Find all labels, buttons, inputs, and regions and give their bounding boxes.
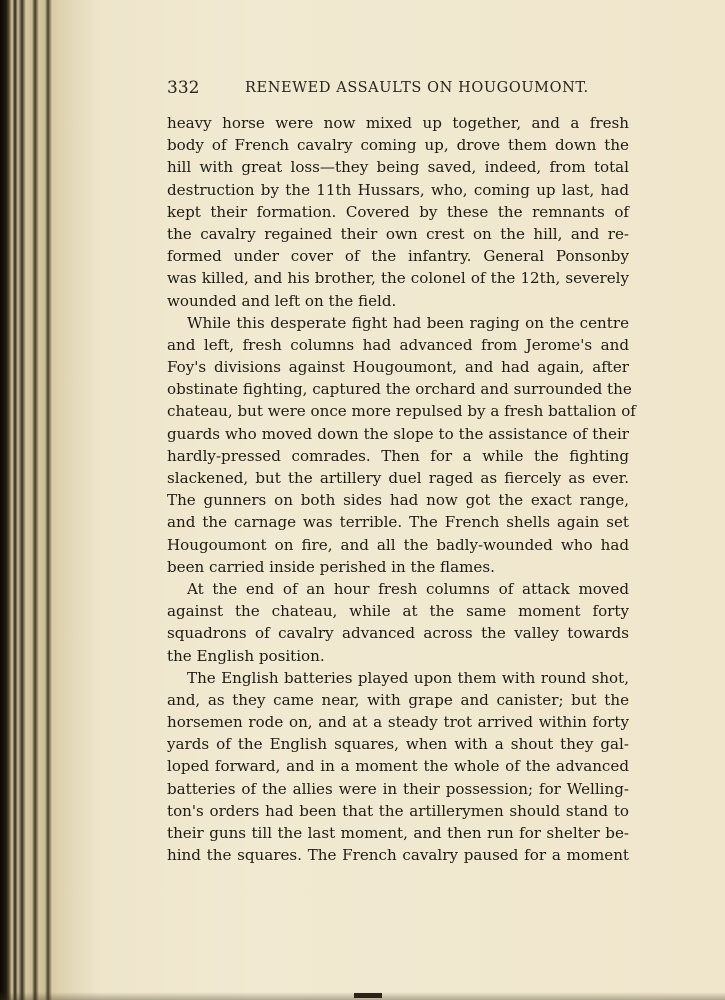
text-line: yards of the English squares, when with a shout they gal-: [167, 735, 629, 754]
text-line: The gunners on both sides had now got the exact range,: [167, 491, 629, 510]
text-line: Foy's divisions against Hougoumont, and had again, after: [167, 358, 629, 377]
bottom-edge-mark: [354, 993, 382, 998]
text-line: hill with great loss—they being saved, indeed, from total: [167, 158, 629, 177]
text-line: against the chateau, while at the same moment forty: [167, 602, 629, 621]
text-line: and left, fresh columns had advanced from Jerome's and: [167, 335, 629, 354]
text-line: and the carnage was terrible. The French shells again set: [167, 513, 629, 532]
text-line: destruction by the 11th Hussars, who, coming up last, had: [167, 180, 629, 199]
text-line: guards who moved down the slope to the assistance of their: [167, 424, 629, 443]
text-line: wounded and left on the field.: [167, 291, 397, 310]
text-line: the cavalry regained their own crest on the hill, and re-: [167, 224, 629, 243]
text-line: squadrons of cavalry advanced across the valley towards: [167, 624, 629, 643]
text-line: batteries of the allies were in their possession; for Welling-: [167, 779, 629, 798]
text-line: loped forward, and in a moment the whole of the advanced: [167, 757, 629, 776]
text-line: heavy horse were now mixed up together, and a fresh: [167, 114, 629, 132]
text-line: Hougoumont on fire, and all the badly-wounded who had: [167, 535, 629, 554]
text-line: chateau, but were once more repulsed by a fresh battalion of: [167, 402, 636, 421]
text-line: obstinate fighting, captured the orchard and surrounded the: [167, 380, 632, 399]
body-text: [167, 112, 636, 866]
text-line: While this desperate fight had been raging on the centre: [187, 313, 629, 332]
running-header: [167, 76, 629, 102]
text-line: kept their formation. Covered by these the remnants of: [167, 202, 629, 221]
text-line: hind the squares. The French cavalry paused for a moment: [167, 846, 629, 865]
text-line: was killed, and his brother, the colonel of the 12th, severely: [167, 269, 629, 288]
text-line: their guns till the last moment, and then run for shelter be-: [167, 824, 629, 842]
text-line: slackened, but the artillery duel raged as fiercely as ever.: [167, 469, 629, 487]
text-line: formed under cover of the infantry. General Ponsonby: [167, 247, 629, 266]
text-line: body of French cavalry coming up, drove them down the: [167, 136, 629, 155]
text-line: horsemen rode on, and at a steady trot arrived within forty: [167, 713, 629, 732]
text-line: and, as they came near, with grape and canister; but the: [167, 690, 629, 709]
text-line: ton's orders had been that the artillerymen should stand to: [167, 801, 629, 820]
text-line: The English batteries played upon them with round shot,: [187, 668, 629, 687]
text-line: At the end of an hour fresh columns of attack moved: [187, 579, 629, 598]
text-line: hardly-pressed comrades. Then for a while the fighting: [167, 446, 629, 465]
book-spine-edge: [0, 0, 58, 1000]
page-number: 332: [167, 78, 200, 98]
text-line: the English position.: [167, 646, 325, 665]
text-line: been carried inside perished in the flames.: [167, 557, 495, 576]
running-head-title: RENEWED ASSAULTS ON HOUGOUMONT.: [245, 80, 589, 96]
